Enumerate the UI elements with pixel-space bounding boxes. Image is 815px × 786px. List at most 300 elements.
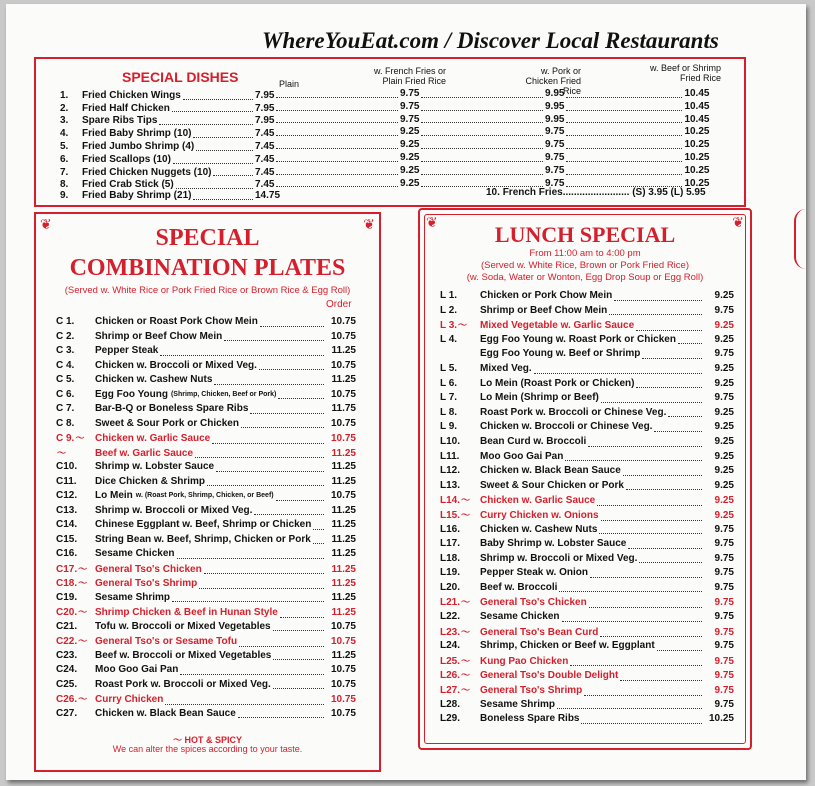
dish-num: 9. bbox=[60, 190, 69, 202]
dish-price-p3: 9.95 bbox=[545, 100, 565, 112]
lunch-row bbox=[440, 610, 734, 625]
lunch-row bbox=[440, 347, 734, 362]
lunch-num bbox=[440, 523, 480, 538]
lunch-row bbox=[440, 698, 734, 713]
lunch-price: 9.25 bbox=[714, 290, 734, 301]
combo-row bbox=[56, 489, 356, 504]
combo-name-text: Chicken w. Cashew Nuts bbox=[95, 374, 213, 385]
lunch-num-text: L24. bbox=[440, 640, 461, 652]
leader-dots bbox=[566, 139, 682, 149]
leader-dots bbox=[180, 663, 324, 675]
combo-row bbox=[56, 359, 356, 374]
combo-num bbox=[56, 533, 95, 548]
dish-price-p2: 9.25 bbox=[400, 177, 420, 189]
dish-name-text: Fried Half Chicken bbox=[82, 102, 170, 114]
combo-row bbox=[56, 634, 356, 649]
lunch-name-text: Roast Pork w. Broccoli or Chinese Veg. bbox=[480, 406, 667, 418]
leader-dots bbox=[588, 435, 702, 447]
combo-price: 11.25 bbox=[331, 374, 356, 385]
french-fries-row: 10. French Fries........................ (S) 3.95 (L) 5.95 bbox=[486, 187, 706, 198]
lunch-price: 9.75 bbox=[714, 348, 734, 360]
leader-dots bbox=[601, 391, 702, 403]
dish-price-p4: 10.25 bbox=[684, 164, 710, 176]
lunch-num-text: L28. bbox=[440, 698, 461, 710]
dish-col bbox=[564, 126, 709, 139]
combo-row bbox=[56, 504, 356, 519]
combo-price: 10.75 bbox=[330, 359, 356, 371]
combo-name bbox=[95, 475, 326, 490]
combo-num-text: C 8. bbox=[56, 417, 75, 429]
lunch-name bbox=[480, 537, 704, 552]
lunch-num bbox=[440, 377, 480, 392]
lunch-num bbox=[440, 362, 480, 377]
dish-price-plain: 7.95 bbox=[255, 89, 275, 101]
combo-name-text: Sweet & Sour Pork or Chicken bbox=[95, 417, 239, 429]
lunch-num-text: L16. bbox=[440, 523, 461, 535]
lunch-name bbox=[480, 362, 704, 377]
leader-dots bbox=[273, 649, 324, 661]
leader-dots bbox=[421, 126, 543, 136]
combo-price: 11.25 bbox=[331, 563, 356, 575]
lunch-name bbox=[480, 684, 704, 699]
dish-col bbox=[274, 101, 419, 114]
dish-num: 8. bbox=[60, 179, 69, 191]
combo-name bbox=[95, 417, 326, 432]
combo-num bbox=[56, 460, 95, 475]
lunch-name-text: Lo Mein (Roast Pork or Chicken) bbox=[480, 377, 635, 389]
combo-price: 11.75 bbox=[331, 403, 356, 414]
dish-price-p4: 10.25 bbox=[684, 126, 710, 138]
dish-name-text: Fried Jumbo Shrimp (4) bbox=[82, 140, 195, 152]
lunch-num bbox=[440, 610, 480, 625]
next-page-edge bbox=[794, 209, 806, 269]
lunch-name bbox=[480, 698, 704, 713]
combo-num bbox=[56, 678, 95, 693]
pepper-icon: 〜 bbox=[57, 447, 67, 458]
lunch-name bbox=[480, 304, 704, 319]
combo-name-text: Beef w. Garlic Sauce bbox=[95, 447, 194, 459]
leader-dots bbox=[195, 447, 324, 459]
leader-dots bbox=[557, 698, 702, 710]
combo-price: 11.25 bbox=[331, 591, 356, 603]
lunch-num-text: L17. bbox=[440, 538, 461, 550]
lunch-name-text: Shrimp, Chicken or Beef w. Eggplant bbox=[480, 640, 655, 652]
leader-dots bbox=[276, 489, 324, 501]
lunch-name-text: General Tso's Bean Curd bbox=[480, 626, 599, 638]
combo-name bbox=[95, 447, 326, 462]
combo-name-text: General Tso's Shrimp bbox=[95, 578, 198, 589]
combo-num-text: C 4. bbox=[56, 359, 75, 371]
lunch-num bbox=[440, 668, 480, 684]
lunch-price: 9.25 bbox=[714, 465, 734, 477]
combo-row bbox=[56, 460, 356, 475]
dish-num: 7. bbox=[60, 166, 69, 178]
combo-name bbox=[95, 591, 326, 606]
leader-dots bbox=[254, 504, 324, 516]
leader-dots bbox=[559, 581, 702, 593]
leader-dots bbox=[224, 330, 324, 342]
dish-name bbox=[82, 190, 255, 203]
leader-dots bbox=[193, 190, 253, 200]
order-label: Order bbox=[326, 299, 352, 310]
pepper-icon: 〜 bbox=[461, 626, 471, 637]
lunch-num-text: L20. bbox=[440, 581, 461, 593]
leader-dots bbox=[678, 333, 702, 345]
dish-price-p3: 9.75 bbox=[545, 126, 565, 138]
combo-row bbox=[56, 475, 356, 490]
leader-dots bbox=[566, 165, 682, 175]
lunch-price: 9.25 bbox=[714, 406, 734, 418]
lunch-num bbox=[440, 391, 480, 406]
dish-price-plain: 7.45 bbox=[255, 128, 275, 140]
lunch-name bbox=[480, 289, 704, 304]
lunch-price: 9.25 bbox=[714, 421, 734, 433]
combo-num-text: C15. bbox=[56, 533, 78, 545]
lunch-price: 9.25 bbox=[714, 333, 734, 345]
combo-num-text: C20. bbox=[56, 607, 78, 618]
dish-num: 6. bbox=[60, 153, 69, 165]
combination-subtitle: (Served w. White Rice or Pork Fried Rice or Brown Rice & Egg Roll) bbox=[64, 285, 351, 296]
lunch-name-text: Sesame Chicken bbox=[480, 611, 560, 623]
leader-dots bbox=[276, 178, 398, 188]
lunch-price: 9.75 bbox=[714, 655, 734, 667]
combo-name-text: String Bean w. Beef, Shrimp, Chicken or Pork bbox=[95, 533, 311, 545]
dish-price-plain: 7.95 bbox=[255, 115, 275, 127]
dish-col bbox=[419, 126, 564, 139]
combo-name-text: Shrimp or Beef Chow Mein bbox=[95, 330, 223, 342]
site-title: WhereYouEat.com / Discover Local Restaurants bbox=[262, 28, 719, 53]
special-dishes-panel bbox=[34, 57, 746, 207]
lunch-row bbox=[440, 450, 734, 465]
combo-num bbox=[56, 663, 95, 678]
combo-name bbox=[95, 460, 326, 475]
combo-price: 10.75 bbox=[330, 490, 356, 501]
pepper-icon: 〜 bbox=[461, 509, 471, 520]
leader-dots bbox=[566, 114, 682, 124]
combo-name-text: Roast Pork w. Broccoli or Mixed Veg. bbox=[95, 678, 271, 690]
lunch-row bbox=[440, 625, 734, 640]
dish-row bbox=[60, 88, 724, 101]
leader-dots bbox=[276, 152, 398, 162]
dish-name bbox=[82, 103, 255, 116]
combo-price: 10.75 bbox=[330, 433, 356, 444]
leader-dots bbox=[566, 152, 682, 162]
lunch-num bbox=[440, 435, 480, 450]
lunch-title: LUNCH SPECIAL bbox=[494, 222, 676, 247]
dish-price-p4: 10.25 bbox=[684, 151, 710, 163]
lunch-name-text: Egg Foo Young w. Beef or Shrimp bbox=[480, 348, 641, 360]
lunch-name bbox=[480, 450, 704, 465]
leader-dots bbox=[199, 577, 324, 589]
combo-name bbox=[95, 707, 326, 722]
combo-price: 11.25 bbox=[331, 533, 356, 545]
lunch-num bbox=[440, 625, 480, 641]
lunch-hours: From 11:00 am to 4:00 pm bbox=[529, 248, 641, 259]
dish-price-plain: 7.45 bbox=[255, 153, 275, 165]
combo-price: 10.75 bbox=[330, 388, 356, 400]
dish-row bbox=[60, 139, 724, 152]
dish-price-p2: 9.75 bbox=[400, 88, 420, 99]
pepper-icon: 〜 bbox=[78, 694, 88, 704]
combo-row bbox=[56, 518, 356, 533]
combo-name-text: Shrimp w. Broccoli or Mixed Veg. bbox=[95, 504, 253, 516]
lunch-name bbox=[480, 626, 704, 641]
dish-row bbox=[60, 126, 724, 139]
combo-num-text: C 9. bbox=[56, 433, 75, 444]
leader-dots bbox=[165, 693, 324, 705]
combo-name-text: General Tso's Chicken bbox=[95, 563, 202, 575]
combo-num bbox=[56, 446, 95, 462]
lunch-price: 9.25 bbox=[714, 320, 734, 332]
lunch-row bbox=[440, 523, 734, 538]
dish-price-plain: 7.45 bbox=[255, 166, 275, 178]
lunch-name-text: Chicken w. Garlic Sauce bbox=[480, 495, 596, 507]
leader-dots bbox=[213, 167, 253, 177]
lunch-name bbox=[480, 435, 704, 450]
lunch-name-text: Chicken w. Black Bean Sauce bbox=[480, 465, 621, 477]
pepper-icon: 〜 bbox=[461, 685, 471, 696]
combo-price: 11.25 bbox=[331, 519, 356, 530]
combo-num bbox=[56, 562, 95, 578]
lunch-num-text: L27. bbox=[440, 685, 461, 697]
dish-price-p4: 10.45 bbox=[684, 113, 710, 125]
pepper-icon: 〜 bbox=[461, 670, 471, 681]
combo-name bbox=[95, 432, 326, 447]
combo-price: 11.25 bbox=[331, 461, 356, 472]
combo-num bbox=[56, 692, 95, 708]
pepper-icon: 〜 bbox=[78, 578, 88, 588]
combo-num-text: C12. bbox=[56, 490, 78, 501]
lunch-row bbox=[440, 420, 734, 435]
combo-name-text: Moo Goo Gai Pan bbox=[95, 664, 179, 675]
combo-num bbox=[56, 634, 95, 650]
leader-dots bbox=[280, 606, 324, 618]
lunch-num-text: L 4. bbox=[440, 333, 458, 345]
lunch-num-text: L 5. bbox=[440, 362, 458, 374]
lunch-num-text: L26. bbox=[440, 670, 461, 682]
lunch-name bbox=[480, 523, 704, 538]
combo-name bbox=[95, 315, 326, 330]
leader-dots bbox=[204, 563, 324, 575]
lunch-price: 9.75 bbox=[714, 670, 734, 682]
lunch-name bbox=[480, 464, 704, 479]
lunch-num bbox=[440, 289, 480, 304]
dish-price-p3: 9.75 bbox=[545, 151, 565, 163]
lunch-num bbox=[440, 581, 480, 596]
lunch-name bbox=[480, 333, 704, 348]
combo-row bbox=[56, 402, 356, 417]
combo-price: 11.25 bbox=[331, 345, 356, 356]
lunch-name-text: Pepper Steak w. Onion bbox=[480, 567, 588, 579]
combo-num-text: C27. bbox=[56, 707, 78, 719]
hot-spicy-note: We can alter the spices according to your taste. bbox=[112, 744, 303, 754]
leader-dots bbox=[600, 626, 702, 638]
combo-num bbox=[56, 475, 95, 490]
leader-dots bbox=[639, 552, 702, 564]
leader-dots bbox=[259, 359, 324, 371]
combo-price: 11.25 bbox=[331, 607, 356, 618]
leader-dots bbox=[276, 126, 398, 136]
dish-price-p3: 9.75 bbox=[545, 177, 565, 189]
lunch-name bbox=[480, 347, 704, 362]
combo-name-text: Chicken w. Broccoli or Mixed Veg. bbox=[95, 359, 257, 371]
combo-price: 10.75 bbox=[330, 664, 356, 675]
dish-name-text: Fried Baby Shrimp (10) bbox=[82, 128, 192, 140]
combo-name-text: Lo Mein bbox=[95, 490, 133, 501]
lunch-name-text: Kung Pao Chicken bbox=[480, 655, 569, 667]
leader-dots bbox=[160, 344, 324, 356]
lunch-row bbox=[440, 377, 734, 392]
lunch-name bbox=[480, 610, 704, 625]
combo-num-text: C 1. bbox=[56, 316, 75, 327]
lunch-row bbox=[440, 333, 734, 348]
pepper-icon: 〜 bbox=[461, 495, 471, 506]
combo-num bbox=[56, 576, 95, 592]
lunch-price: 9.75 bbox=[714, 538, 734, 550]
leader-dots bbox=[584, 684, 702, 696]
combo-num-text: C23. bbox=[56, 649, 78, 661]
dish-name bbox=[82, 128, 255, 141]
leader-dots bbox=[614, 289, 702, 301]
lunch-name-text: Sesame Shrimp bbox=[480, 698, 556, 710]
lunch-num bbox=[440, 464, 480, 479]
lunch-row bbox=[440, 537, 734, 552]
lunch-row bbox=[440, 639, 734, 654]
leader-dots bbox=[196, 141, 253, 151]
combo-price: 10.75 bbox=[330, 636, 356, 647]
lunch-row bbox=[440, 391, 734, 406]
ff-name: French Fries bbox=[502, 187, 563, 198]
combo-price: 11.25 bbox=[331, 578, 356, 589]
lunch-name-text: Beef w. Broccoli bbox=[480, 581, 558, 593]
corner-ornament-icon: ❦ bbox=[40, 216, 52, 232]
leader-dots bbox=[566, 178, 682, 188]
dish-num: 4. bbox=[60, 128, 69, 140]
col-head-plain: Plain bbox=[278, 79, 299, 89]
lunch-price: 9.75 bbox=[714, 640, 734, 652]
leader-dots bbox=[173, 154, 253, 164]
lunch-name bbox=[480, 669, 704, 684]
dish-name bbox=[82, 90, 255, 103]
combo-name-text: Tofu w. Broccoli or Mixed Vegetables bbox=[95, 620, 271, 632]
dish-col bbox=[274, 88, 419, 101]
dish-row bbox=[60, 101, 724, 114]
combo-price: 10.75 bbox=[330, 316, 356, 327]
combo-name-text: Sesame Chicken bbox=[95, 548, 175, 559]
pepper-icon: 〜 bbox=[172, 735, 182, 745]
leader-dots bbox=[276, 165, 398, 175]
dish-row bbox=[60, 114, 724, 127]
leader-dots bbox=[654, 420, 702, 432]
combo-price: 10.75 bbox=[330, 620, 356, 632]
combo-num-text: C11. bbox=[56, 475, 77, 487]
lunch-row bbox=[440, 362, 734, 377]
dish-col bbox=[419, 88, 564, 101]
lunch-name bbox=[480, 566, 704, 581]
combo-note: (Shrimp, Chicken, Beef or Pork) bbox=[170, 390, 277, 398]
combo-num bbox=[56, 388, 95, 403]
combo-num bbox=[56, 330, 95, 345]
lunch-num bbox=[440, 595, 480, 611]
lunch-name-text: Mixed Vegetable w. Garlic Sauce bbox=[480, 320, 635, 332]
leader-dots bbox=[590, 566, 702, 578]
lunch-list bbox=[440, 289, 734, 727]
leader-dots bbox=[421, 178, 543, 188]
combo-name bbox=[95, 518, 326, 533]
pepper-icon: 〜 bbox=[75, 433, 85, 443]
leader-dots bbox=[566, 101, 682, 111]
combo-row bbox=[56, 707, 356, 722]
lunch-num-text: L12. bbox=[440, 465, 461, 477]
lunch-served: (Served w. White Rice, Brown or Pork Fried Rice) bbox=[480, 260, 689, 271]
dish-price-p4: 10.45 bbox=[684, 88, 710, 99]
dish-name bbox=[82, 115, 255, 128]
combo-name-text: Chinese Eggplant w. Beef, Shrimp or Chicken bbox=[95, 519, 312, 530]
leader-dots bbox=[214, 373, 324, 385]
combo-name bbox=[95, 620, 326, 635]
lunch-price: 9.25 bbox=[714, 450, 734, 462]
lunch-num bbox=[440, 566, 480, 581]
leader-dots bbox=[193, 128, 253, 138]
lunch-price: 9.75 bbox=[714, 581, 734, 593]
leader-dots bbox=[183, 90, 253, 100]
combo-name bbox=[95, 635, 326, 650]
combo-num bbox=[56, 518, 95, 533]
lunch-name-text: Chicken or Pork Chow Mein bbox=[480, 290, 613, 301]
leader-dots bbox=[668, 406, 702, 418]
dish-col bbox=[564, 139, 709, 152]
combo-name bbox=[95, 693, 326, 708]
lunch-row bbox=[440, 595, 734, 610]
combo-name-text: Shrimp w. Lobster Sauce bbox=[95, 461, 215, 472]
combo-price: 10.75 bbox=[330, 330, 356, 342]
lunch-row bbox=[440, 508, 734, 523]
combo-name bbox=[95, 402, 326, 417]
lunch-num bbox=[440, 712, 480, 727]
combo-name-text: Dice Chicken & Shrimp bbox=[95, 475, 206, 487]
lunch-price: 9.75 bbox=[714, 626, 734, 638]
lunch-name bbox=[480, 377, 704, 392]
leader-dots bbox=[642, 347, 702, 359]
lunch-panel bbox=[418, 208, 752, 750]
combo-num bbox=[56, 417, 95, 432]
dish-price-p2: 9.75 bbox=[400, 113, 420, 125]
dish-col bbox=[564, 101, 709, 114]
leader-dots bbox=[626, 479, 702, 491]
leader-dots bbox=[276, 114, 398, 124]
lunch-name-text: Moo Goo Gai Pan bbox=[480, 450, 564, 462]
combo-name bbox=[95, 606, 326, 621]
combo-num bbox=[56, 620, 95, 635]
lunch-num bbox=[440, 683, 480, 699]
combo-row bbox=[56, 330, 356, 345]
lunch-row bbox=[440, 566, 734, 581]
lunch-num-text: L 2. bbox=[440, 304, 458, 316]
combo-num-text: C18. bbox=[56, 578, 78, 589]
combo-price: 11.25 bbox=[331, 548, 356, 559]
lunch-name-text: Egg Foo Young w. Roast Pork or Chicken bbox=[480, 333, 676, 345]
lunch-num-text: L19. bbox=[440, 567, 461, 579]
combo-num bbox=[56, 489, 95, 504]
leader-dots bbox=[276, 101, 398, 111]
lunch-price: 9.75 bbox=[714, 567, 734, 579]
leader-dots bbox=[623, 464, 702, 476]
lunch-name-text: Chicken w. Cashew Nuts bbox=[480, 523, 598, 535]
dish-name-text: Fried Scallops (10) bbox=[82, 153, 171, 165]
leader-dots bbox=[657, 639, 702, 651]
combo-name bbox=[95, 577, 326, 592]
lunch-price: 9.75 bbox=[714, 597, 734, 609]
